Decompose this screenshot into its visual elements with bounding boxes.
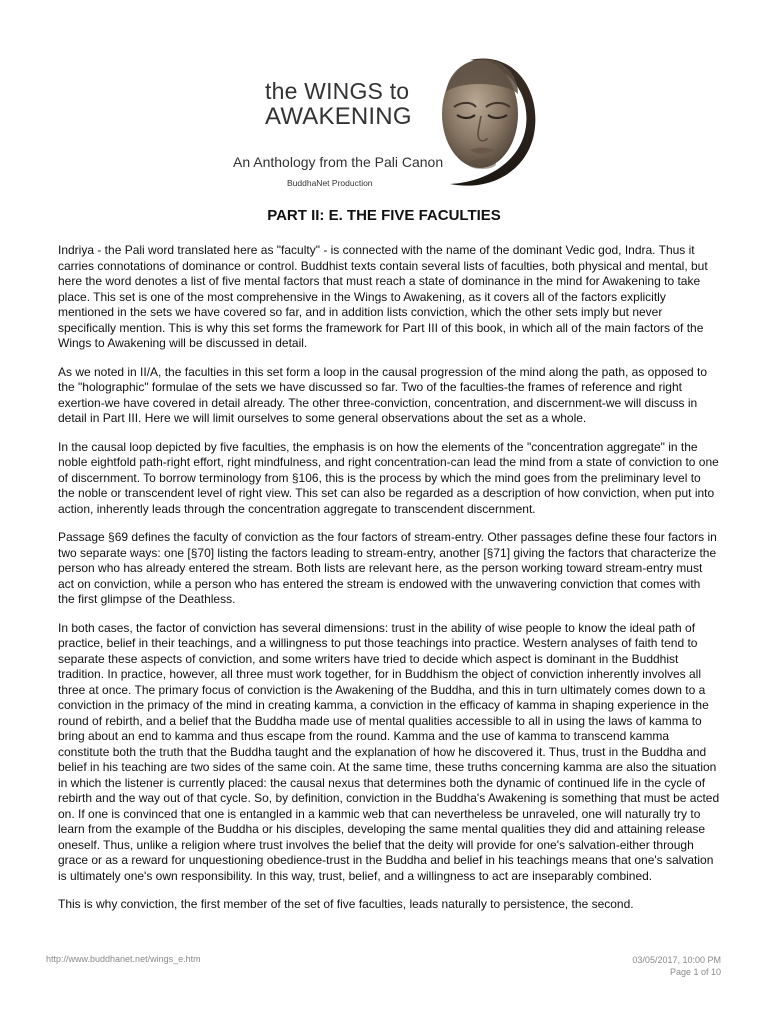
print-datetime: 03/05/2017, 10:00 PM: [632, 955, 721, 965]
book-title: [265, 78, 412, 130]
document-header: [0, 0, 768, 200]
book-title-line2: AWAKENING: [265, 103, 412, 130]
paragraph: In both cases, the factor of conviction has several dimensions: trust in the ability of wise people to know the ideal path of practice, belief in their teachings, and a willingness to put those teachings into practice. Western analyses of faith tend to separate these aspects of conviction, and some writers have tried to decide which aspect is dominant in the Buddhist tradition. In practice, however, all three must work together, for in Buddhism the object of conviction inherently involves all three at once. The primary focus of conviction is the Awakening of the Buddha, and this in turn ultimately comes down to a conviction in the primacy of the mind in creating kamma, a conviction in the efficacy of kamma in shaping experience in the round of rebirth, and a belief that the Buddha made use of mental qualities accessible to all in using the laws of kamma to bring about an end to kamma and thus escape from the round. Kamma and the use of kamma to transcend kamma constitute both the truth that the Buddha taught and the explanation of how he discovered it. Thus, trust in the Buddha and belief in his teaching are two sides of the same coin. At the same time, these truths concerning kamma are also the situation in which the listener is currently placed: the causal nexus that determines both the dynamic of continued life in the cycle of rebirth and the way out of that cycle. So, by definition, conviction in the Buddha's Awakening is something that must be acted on. If one is convinced that one is entangled in a kammic web that can nevertheless be unraveled, one will naturally try to learn from the example of the Buddha or his disciples, developing the same mental qualities they did and attaining release oneself. Thus, unlike a religion where trust involves the belief that the deity will provide for one's salvation-either through grace or as a reward for unquestioning obedience-trust in the Buddha and belief in his teachings means that one's salvation is ultimately one's own responsibility. In this way, trust, belief, and a willingness to act are inseparably combined.: [58, 620, 720, 883]
page-title: PART II: E. THE FIVE FACULTIES: [267, 207, 501, 224]
paragraph: This is why conviction, the first member of the set of five faculties, leads naturally to persistence, the second.: [58, 897, 634, 911]
book-title-line1: the WINGS to: [265, 78, 410, 104]
buddha-face-image: [430, 52, 540, 192]
paragraph: As we noted in II/A, the faculties in this set form a loop in the causal progression of the mind along the path, as opposed to the "holographic" formulae of the sets we have discussed so far. Two of the faculties-the frames of reference and right exertion-we have covered in detail already. The other three-conviction, concentration, and discernment-we will discuss in detail in Part III. Here we will limit ourselves to some general observations about the set as a whole.: [58, 364, 708, 425]
production-credit: BuddhaNet Production: [287, 178, 373, 188]
book-subtitle: An Anthology from the Pali Canon: [233, 154, 444, 170]
document-body: [58, 243, 720, 926]
footer-meta: [632, 954, 721, 978]
paragraph: Indriya - the Pali word translated here as "faculty" - is connected with the name of the dominant Vedic god, Indra. Thus it carries connotations of dominance or control. Buddhist texts contain several lists of faculties, both physical and mental, but here the word denotes a list of five mental factors that must reach a state of dominance in the mind for Awakening to take place. This set is one of the most comprehensive in the Wings to Awakening, as it covers all of the factors explicitly mentioned in the sets we have covered so far, and in addition lists conviction, which the other sets imply but never specifically mention. This is why this set forms the framework for Part III of this book, in which all of the main factors of the Wings to Awakening will be discussed in detail.: [58, 243, 708, 350]
paragraph: In the causal loop depicted by five faculties, the emphasis is on how the elements of the "concentration aggregate" in the noble eightfold path-right effort, right mindfulness, and right concentration-can lead the mind from a state of conviction to one of discernment. To borrow terminology from §106, this is the process by which the mind goes from the preliminary level to the noble or transcendent level of right view. This set can also be regarded as a description of how conviction, when put into action, inherently leads through the concentration aggregate to transcendent discernment.: [58, 439, 719, 516]
paragraph: Passage §69 defines the faculty of conviction as the four factors of stream-entry. Other passages define these four factors in two separate ways: one [§70] listing the factors leading to stream-entry, another [§71] giving the factors that characterize the person who has already entered the stream. Both lists are relevant here, as the person working toward stream-entry must act on conviction, while a person who has entered the stream is endowed with the unwavering conviction that comes with the first glimpse of the Deathless.: [58, 530, 717, 606]
page-number: Page 1 of 10: [669, 967, 721, 977]
footer-url: http://www.buddhanet.net/wings_e.htm: [46, 954, 201, 964]
